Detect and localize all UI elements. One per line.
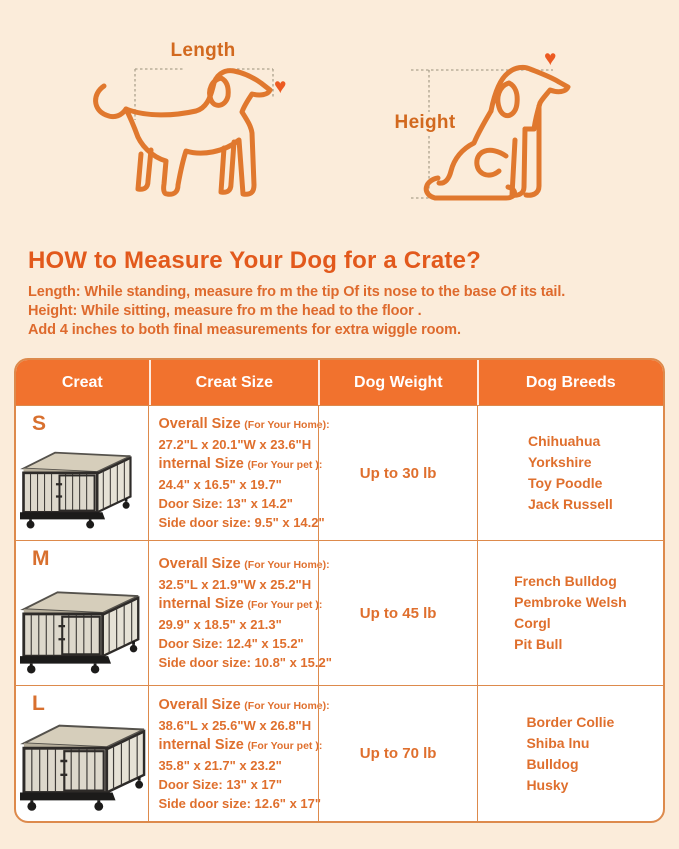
door-size: Door Size: 13" x 17" [158,776,283,792]
header-creat-size: Creat Size [149,360,318,405]
breed-item: French Bulldog [514,573,617,589]
overall-size-note: (For Your Home): [244,699,330,712]
table-row-small [16,405,663,540]
dog-head [491,67,568,129]
weight-value: Up to 45 lb [359,604,437,622]
crate-size-table [14,358,665,823]
overall-size-label: Overall Size [158,556,241,572]
heart-icon: ♥ [544,47,557,70]
weight-value: Up to 30 lb [359,464,437,482]
measure-diagram [0,0,679,235]
length-label: Length [170,40,236,61]
intro-text [28,283,663,340]
crate-size-cell [148,541,332,685]
standing-dog-figure [88,28,303,223]
header-creat: Creat [61,373,103,391]
dog-breeds-cell [477,406,663,540]
breed-item: Toy Poodle [527,475,603,491]
overall-size-value: 27.2"L x 20.1"W x 23.6"H [158,437,312,452]
breed-item: Husky [526,776,569,793]
dog-thigh-curl [477,150,506,175]
overall-size-value: 38.6"L x 25.6"W x 26.8"H [158,717,312,733]
dog-hind-leg-far [138,150,151,189]
crate-image [20,579,142,677]
intro-line-height: Height: While sitting, measure fro m the head to the floor . [28,303,422,319]
crate-size-cell [148,406,330,540]
crate-image [20,440,134,532]
internal-size-label: internal Size [158,736,244,753]
crate-cell [16,686,148,821]
internal-size-label: internal Size [158,456,244,472]
dog-breeds-cell [477,541,663,685]
side-door-size: Side door size: 9.5" x 14.2" [158,515,325,530]
breed-item: Pembroke Welsh [514,594,627,610]
internal-size-note: (For Your pet ): [247,739,323,752]
page-title: HOW to Measure Your Dog for a Crate? [28,247,482,274]
crate-size-cell [148,686,330,821]
side-door-size: Side door size: 12.6" x 17" [158,795,322,811]
weight-value: Up to 70 lb [359,745,437,762]
dog-front-leg-far [526,106,539,195]
size-letter: M [32,547,50,570]
crate-cell [16,541,148,685]
dog-weight-cell [318,541,476,685]
crate-image [20,713,148,813]
door-size: Door Size: 13" x 14.2" [158,496,293,511]
table-header-row [16,360,663,405]
breed-item: Corgl [514,615,551,631]
dog-ear [498,83,517,116]
table-row-large [16,685,663,821]
breed-item: Bulldog [526,755,579,772]
intro-line-wiggle: Add 4 inches to both final measurements for extra wiggle room. [28,322,461,338]
crate-cell [16,406,148,540]
overall-size-note: (For Your Home): [244,559,330,571]
internal-size-value: 29.9" x 18.5" x 21.3" [158,617,282,632]
door-size: Door Size: 12.4" x 15.2" [158,636,304,651]
sitting-dog-figure [378,28,593,223]
heart-icon: ♥ [274,75,287,98]
overall-size-label: Overall Size [158,416,241,432]
overall-size-label: Overall Size [158,696,241,713]
breed-item: Shiba lnu [526,734,590,751]
dog-front-leg [512,129,525,195]
internal-size-note: (For Your pet ): [247,459,323,471]
size-letter: S [32,412,47,435]
side-door-size: Side door size: 10.8" x 15.2" [158,655,332,670]
size-letter: L [32,692,45,715]
dog-weight-cell [318,686,476,821]
breed-item: Border Collie [526,713,615,730]
header-dog-weight: Dog Weight [318,360,477,405]
dog-weight-cell [318,406,476,540]
internal-size-value: 35.8" x 21.7" x 23.2" [158,757,282,773]
table-row-medium [16,540,663,685]
breed-item: Chihuahua [527,433,601,449]
header-dog-breeds: Dog Breeds [477,360,663,405]
internal-size-value: 24.4" x 16.5" x 19.7" [158,477,282,492]
height-label: Height [394,112,456,133]
breed-item: Jack Russell [527,496,613,512]
breed-item: Yorkshire [527,454,592,470]
overall-size-note: (For Your Home): [244,419,330,431]
dog-breeds-cell [477,686,663,821]
breed-item: Pit Bull [514,636,563,652]
intro-line-length: Length: While standing, measure fro m the tip Of its nose to the base Of its tail. [28,284,566,300]
dog-tail [96,86,126,117]
internal-size-note: (For Your pet ): [247,599,323,611]
overall-size-value: 32.5"L x 21.9"W x 25.2"H [158,577,312,592]
internal-size-label: internal Size [158,596,244,612]
